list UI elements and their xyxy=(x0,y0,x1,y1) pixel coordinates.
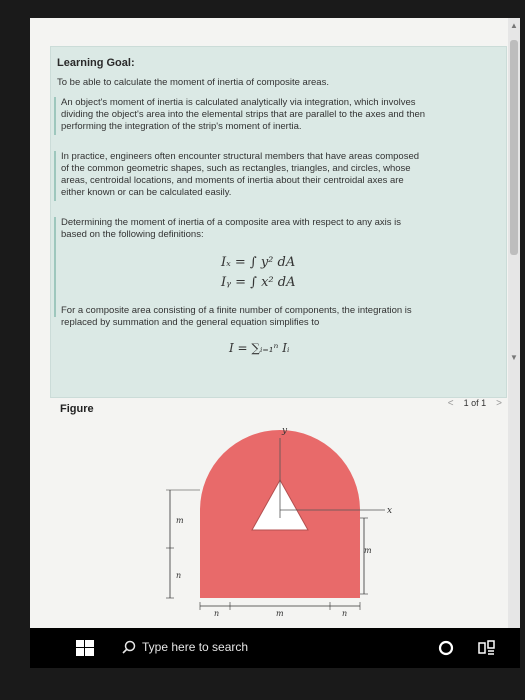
chevron-right-icon[interactable]: > xyxy=(496,397,502,409)
paragraph-definitions: Determining the moment of inertia of a composite area with respect to any axis is based on the following definitions: xyxy=(61,217,402,240)
dim-m-left: m xyxy=(176,516,184,525)
task-view-icon[interactable] xyxy=(478,640,496,656)
scroll-down-icon[interactable]: ▼ xyxy=(510,353,518,362)
dim-m-bottom: m xyxy=(276,609,284,618)
search-icon[interactable] xyxy=(122,640,136,654)
equation-iy: Iᵧ = ∫ x² dA xyxy=(221,275,296,290)
paragraph-practice: In practice, engineers often encounter structural members that have areas composed of the common geometric shapes, such as rectangles, triangles, and circles, whose areas, centroidal locations, and moments of inertia about their centroidal axes are either known or can be calculated easily. xyxy=(61,151,420,198)
y-axis-label: y xyxy=(282,426,288,436)
learning-goal-title: Learning Goal: xyxy=(57,57,135,69)
dim-n-bottom-left: n xyxy=(214,609,220,618)
figure-label: Figure xyxy=(60,403,94,415)
paragraph-integration: An object's moment of inertia is calculated analytically via integration, which involves dividing the object's area into the elemental strips that are parallel to the axes and then performing the integration of the strip's moment of inertia. xyxy=(61,97,426,132)
chevron-left-icon[interactable]: < xyxy=(447,397,454,409)
dim-n-bottom-right: n xyxy=(342,609,348,618)
dim-m-right: m xyxy=(364,546,372,555)
scroll-up-icon[interactable]: ▲ xyxy=(510,21,518,30)
paragraph-composite: For a composite area consisting of a finite number of components, the integration is replaced by summation and the general equation simplifies to xyxy=(61,305,412,328)
taskbar xyxy=(30,628,520,668)
equation-sum: I = ∑ᵢ₌₁ⁿ Iᵢ xyxy=(229,341,290,355)
pager-text: 1 of 1 xyxy=(463,398,487,408)
cortana-icon[interactable] xyxy=(438,640,454,656)
browser-content xyxy=(30,18,520,628)
x-axis-label: x xyxy=(387,506,393,516)
learning-goal-intro: To be able to calculate the moment of inertia of composite areas. xyxy=(57,77,329,88)
composite-area-figure xyxy=(30,18,520,628)
equation-ix: Iₓ = ∫ y² dA xyxy=(221,255,296,270)
dim-n-left: n xyxy=(176,571,182,580)
taskbar-search-input[interactable]: Type here to search xyxy=(142,640,249,654)
windows-icon[interactable] xyxy=(76,640,94,656)
